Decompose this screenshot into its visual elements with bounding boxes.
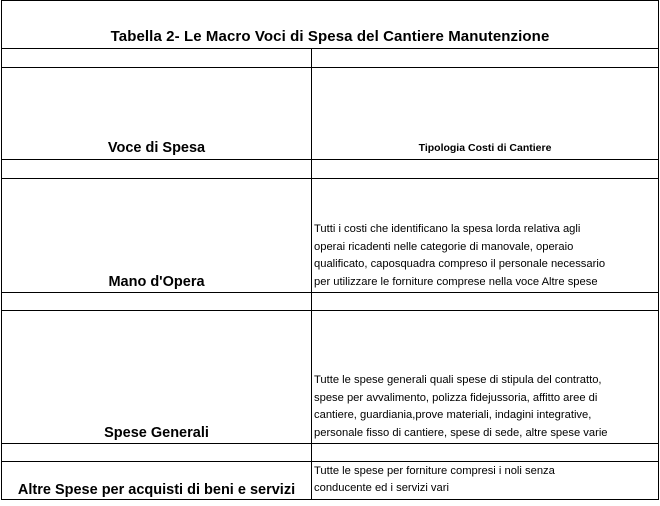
empty-cell[interactable] (2, 160, 312, 179)
cost-items-table (1, 0, 659, 500)
empty-cell[interactable] (312, 160, 659, 179)
description-line: cantiere, guardiania,prove materiali, indagini integrative, (314, 409, 592, 421)
empty-cell[interactable] (2, 49, 312, 68)
description-line: spese per avvalimento, polizza fidejussoria, affitto aree di (314, 391, 598, 404)
empty-cell[interactable] (312, 444, 659, 462)
empty-cell[interactable] (2, 444, 312, 462)
table-row (2, 179, 659, 293)
spacer-row (2, 160, 659, 179)
voce-cell[interactable]: Altre Spese per acquisti di beni e servizi (2, 462, 312, 500)
spacer-row (2, 293, 659, 311)
description-line: conducente ed i servizi vari (314, 482, 449, 494)
title-row (2, 1, 659, 49)
empty-cell[interactable] (2, 293, 312, 311)
table-title[interactable]: Tabella 2- Le Macro Voci di Spesa del Cantiere Manutenzione (2, 1, 659, 49)
spacer-row (2, 49, 659, 68)
description-line: qualificato, caposquadra compreso il personale necessario (314, 258, 606, 270)
spacer-row (2, 444, 659, 462)
empty-cell[interactable] (312, 293, 659, 311)
description-cell[interactable] (312, 311, 659, 444)
description-line: per utilizzare le forniture comprese nella voce Altre spese (314, 275, 598, 288)
description-line: Tutti i costi che identificano la spesa lorda relativa agli (314, 223, 581, 235)
empty-cell[interactable] (312, 49, 659, 68)
header-tipologia-costi[interactable]: Tipologia Costi di Cantiere (312, 68, 659, 160)
voce-cell[interactable]: Mano d'Opera (2, 179, 312, 293)
description-line: personale fisso di cantiere, spese di sede, altre spese varie (314, 426, 608, 439)
voce-cell[interactable]: Spese Generali (2, 311, 312, 444)
table-row (2, 462, 659, 500)
description-cell[interactable] (312, 462, 659, 500)
header-voce-di-spesa[interactable]: Voce di Spesa (2, 68, 312, 160)
table-row (2, 311, 659, 444)
description-cell[interactable] (312, 179, 659, 293)
header-row (2, 68, 659, 160)
description-line: Tutte le spese generali quali spese di stipula del contratto, (314, 374, 602, 386)
description-line: Tutte le spese per forniture compresi i noli senza (314, 465, 555, 477)
description-line: operai ricadenti nelle categorie di manovale, operaio (314, 240, 574, 253)
